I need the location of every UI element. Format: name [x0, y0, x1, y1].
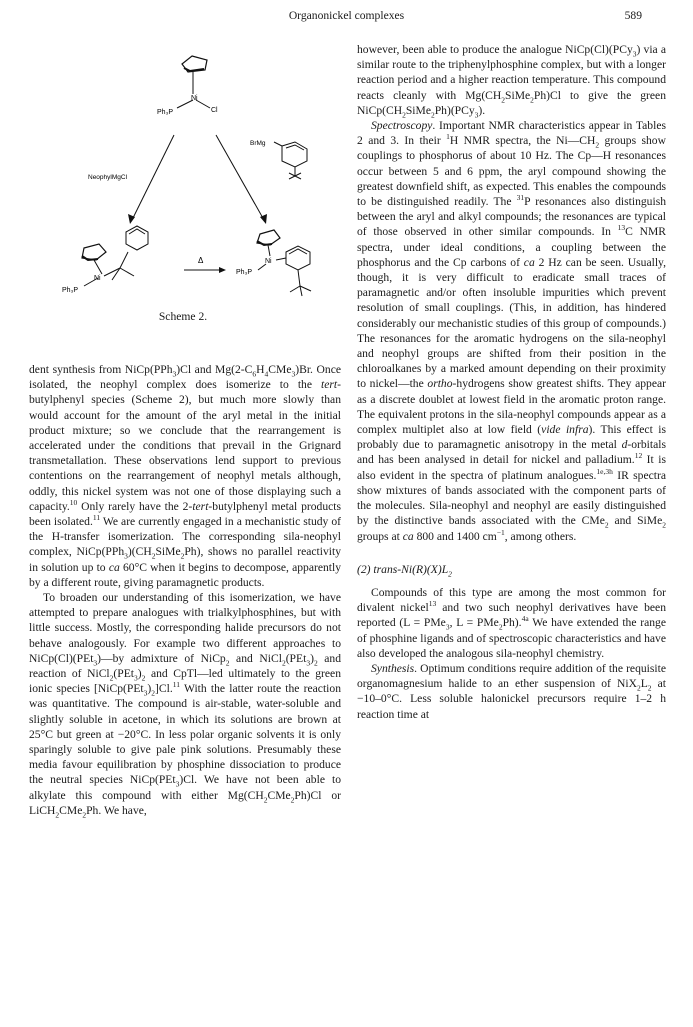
bottom-left-cp-ring — [82, 244, 106, 260]
left-column — [29, 362, 341, 818]
reagent-aryl-ring — [274, 142, 307, 179]
right-paragraph-2: Spectroscopy. Important NMR characteristics appear in Tables 2 and 3. In their $^1$H NMR spectra, the $Ni—CH_2$ groups show couplings to phosphorus of about 10 Hz. The Cp—H resonances occur between 5 and 6 ppm, the aryl compound showing the greatest downfield shift, as expected. This enables the compounds to be distinguished readily. The $^{31}$P resonances also distinguish between the aryl and alkyl compounds; the resonances are typical of those observed in other similar compounds. In $^{13}$C NMR spectra, under ideal conditions, a coupling between the phosphorus and the Cp carbons of ca 2 Hz can be seen. Usually, though, it is very difficult to eradicate small traces of paramagnetic and/or often insoluble impurities which prevent resolution of small couplings. (This, in addition, has hindered considerably our mechanistic studies of this group of compounds.) The resonances for the aromatic hydrogens on the sila-neophyl and neophyl groups are shifted from their position in the chloroalkanes by a marked amount depending on their proximity to nickel—the ortho-hydrogens show greatest shifts. They appear as a discrete doublet at lowest field in the aromatic proton range. The equivalent protons in the sila-neophyl compounds appear as a complex multiplet also at low field (vide infra). This effect is probably due to paramagnetic anisotropy in the metal d-orbitals and has been analysed in detail for nickel and palladium.$^{12}$ It is also evident in the spectra of platinum analogues.$^{1e,3h}$ IR spectra show mixtures of bands associated with the component parts of the molecules. Sila-neophyl and neophyl are easily distinguished by the distinctive bands associated with the CMe$_2$ and SiMe$_2$ groups at ca 800 and 1400 $cm^{-1}$, among others. — [357, 119, 667, 543]
bottom-right-cp-ring — [257, 230, 280, 245]
bottom-left-ni: Ni — [94, 275, 101, 282]
delta-arrow-label: Δ — [198, 256, 204, 265]
scheme-2 — [24, 42, 342, 352]
top-complex-cl: Cl — [211, 107, 218, 114]
reagent-left: NeophylMgCl — [88, 174, 128, 181]
left-paragraph-1: dent synthesis from NiCp(PPh$_3$)Cl and $Mg(2-C_6H_4CMe_3)Br$. Once isolated, the neophyl complex does isomerize to the tert-butylphenyl species (Scheme 2), but much more slowly than would account for the amount of the aryl metal in the initial product mixture; so we conclude that the rearrangement is accelerated under the conditions that prevail in the Grignard transmetallation. These observations lend support to previous contentions on the rearrangement of neophyl metals although, oddly, this nickel system was not one of those displaying such a capacity.$^{10}$ Only rarely have the 2-tert-butylphenyl metal products been isolated.$^{11}$ We are currently engaged in a mechanistic study of the H-transfer isomerization. The corresponding sila-neophyl complex, $NiCp(PPh_3)(CH_2SiMe_2Ph)$, shows no parallel reactivity in solution up to ca 60°C when it begins to decompose, apparently by a different route, giving paramagnetic products. — [29, 363, 342, 589]
right-paragraph-4: Synthesis. Optimum conditions require addition of the requisite organomagnesium halide to an ether suspension of $NiX_2L_2$ at −10–0°C. Less soluble halonickel precursors require 1–2 h reaction time at — [357, 661, 666, 721]
bottom-left-ph3p: Ph₃P — [62, 287, 79, 294]
left-paragraph-2: To broaden our understanding of this isomerization, we have attempted to prepare analogues with trialkylphosphines, but with little success. Mostly, the corresponding halide precursors do not behave analogously. For example two different approaches to NiCp(Cl)(PEt$_3$)—by admixture of NiCp$_2$ and $NiCl_2(PEt_3)_2$ and reaction of $NiCl_2(PEt_3)_2$ and CpTl—led ultimately to the green ionic species $[NiCp(PEt_3)_2]Cl.^{11}$ With the latter route the reaction was quantitative. The compound is air-stable, water-soluble and slightly soluble in acetone, in which its solutions are brown at 25°C but green at −20°C. In less polar organic solvents it is only sparingly soluble to give pale pink solutions. Presumably these media favour equilibration by phosphine dissociation to produce the neutral species NiCp(PEt$_3$)Cl. We have not been able to alkylate this compound with either $Mg(CH_2CMe_2Ph)Cl$ or LiCH$_2$CMe$_2$Ph. We have, — [29, 591, 342, 820]
top-complex-ni: Ni — [191, 95, 198, 102]
running-title: Organonickel complexes — [288, 9, 405, 22]
section-heading: (2) trans-$Ni(R)(X)L_2$ — [357, 562, 452, 579]
bottom-left-aryl-ring — [126, 226, 148, 250]
right-column — [357, 42, 666, 722]
right-paragraph-3: Compounds of this type are among the most common for divalent nickel$^{13}$ and two such neophyl derivatives have been reported (L = PMe$_3$, L = PMe$_2$Ph).$^{4a}$ We have extended the range of phosphine ligands and of spectroscopic characteristics and have also developed the analogous sila-neophyl chemistry. — [357, 585, 666, 660]
page-number: 589 — [624, 9, 642, 22]
bottom-right-ni: Ni — [265, 258, 272, 265]
scheme-caption: Scheme 2. — [158, 310, 208, 323]
scheme-drawing — [24, 42, 342, 304]
right-paragraph-1: however, been able to produce the analogue NiCp(Cl)(PCy$_3$) via a similar route to the triphenylphosphine complex, but with a longer reaction period and a higher reaction temperature. This compound reacts cleanly with $Mg(CH_2SiMe_2Ph)Cl$ to give the green $NiCp(CH_2SiMe_2Ph)(PCy_3)$. — [357, 43, 667, 120]
top-cp-ring — [182, 56, 207, 72]
top-complex-ph3p: Ph₃P — [157, 109, 174, 116]
reagent-right: BrMg — [250, 140, 266, 147]
bottom-right-aryl-ring — [286, 246, 311, 296]
running-header — [0, 9, 693, 27]
bottom-right-ph3p: Ph₃P — [236, 269, 253, 276]
